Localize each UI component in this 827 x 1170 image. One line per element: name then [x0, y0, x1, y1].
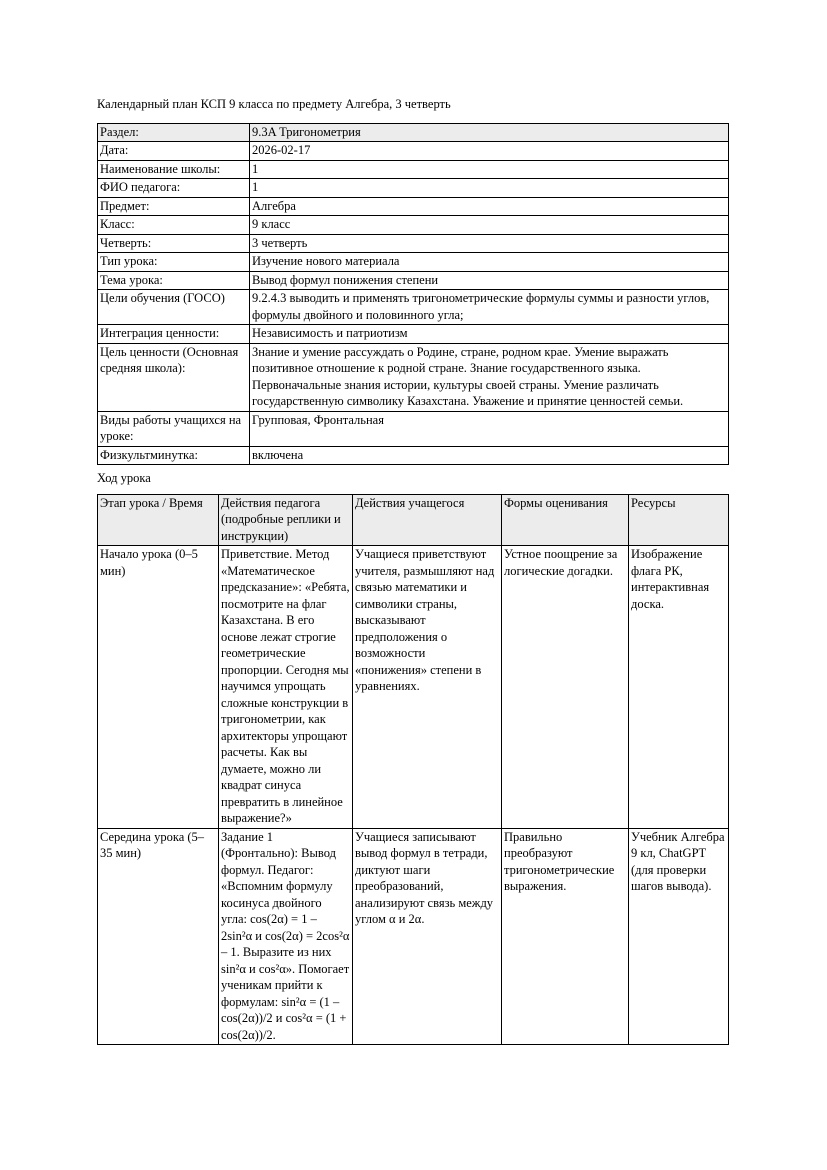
info-row-teacher-name [98, 179, 729, 198]
lesson-stage-cell: Середина урока (5–35 мин) [98, 828, 219, 1045]
info-value: Вывод формул понижения степени [250, 271, 729, 290]
info-label: Тема урока: [98, 271, 250, 290]
info-value: 2026-02-17 [250, 142, 729, 161]
lesson-info-table [97, 123, 729, 466]
info-row-lesson-type [98, 253, 729, 272]
info-value: 1 [250, 179, 729, 198]
info-value: 9.2.4.3 выводить и применять тригонометрические формулы суммы и разности углов, формулы двойного и половинного угла; [250, 290, 729, 325]
info-label: Тип урока: [98, 253, 250, 272]
header-student-actions: Действия учащегося [353, 494, 502, 546]
lesson-student-cell: Учащиеся записывают вывод формул в тетради, диктуют шаги преобразований, анализируют связь между углом α и 2α. [353, 828, 502, 1045]
lesson-row-middle [98, 828, 729, 1045]
info-row-class [98, 216, 729, 235]
header-teacher-actions: Действия педагога (подробные реплики и инструкции) [219, 494, 353, 546]
header-stage-time: Этап урока / Время [98, 494, 219, 546]
info-label: Предмет: [98, 197, 250, 216]
info-value: включена [250, 446, 729, 465]
info-label: Физкультминутка: [98, 446, 250, 465]
lesson-student-cell: Учащиеся приветствуют учителя, размышляют над связью математики и символики страны, высказывают предположения о возможности «понижения» степени в уравнениях. [353, 546, 502, 829]
document-content [97, 96, 728, 1045]
info-label: Интеграция ценности: [98, 325, 250, 344]
lesson-assessment-cell: Правильно преобразуют тригонометрические выражения. [502, 828, 629, 1045]
info-value: Групповая, Фронтальная [250, 411, 729, 446]
lesson-teacher-cell: Задание 1 (Фронтально): Вывод формул. Педагог: «Вспомним формулу косинуса двойного угла: cos(2α) = 1 – 2sin²α и cos(2α) = 2cos²α – 1. Выразите из них sin²α и cos²α». Помогает ученикам прийти к формулам: sin²α = (1 – cos(2α))/2 и cos²α = (1 + cos(2α))/2. [219, 828, 353, 1045]
info-label: Раздел: [98, 123, 250, 142]
info-row-values-integration [98, 325, 729, 344]
lesson-assessment-cell: Устное поощрение за логические догадки. [502, 546, 629, 829]
lesson-table-header-row [98, 494, 729, 546]
info-label: Наименование школы: [98, 160, 250, 179]
header-assessment-forms: Формы оценивания [502, 494, 629, 546]
document-title: Календарный план КСП 9 класса по предмету Алгебра, 3 четверть [97, 97, 451, 111]
info-value: Изучение нового материала [250, 253, 729, 272]
info-value: 3 четверть [250, 234, 729, 253]
lesson-row-start [98, 546, 729, 829]
info-row-lesson-topic [98, 271, 729, 290]
lesson-course-heading: Ход урока [97, 471, 151, 485]
header-resources: Ресурсы [629, 494, 729, 546]
info-label: Цели обучения (ГОСО) [98, 290, 250, 325]
info-row-student-work-types [98, 411, 729, 446]
info-value: 9.3A Тригонометрия [250, 123, 729, 142]
info-row-subject [98, 197, 729, 216]
info-label: Дата: [98, 142, 250, 161]
info-row-learning-objectives [98, 290, 729, 325]
info-value: Знание и умение рассуждать о Родине, стране, родном крае. Умение выражать позитивное отношение к родной стране. Знание государственного языка. Первоначальные знания истории, культуры своей страны. Умение различать государственную символику Казахстана. Уважение и принятие ценностей семьи. [250, 343, 729, 411]
info-label: ФИО педагога: [98, 179, 250, 198]
lesson-stage-cell: Начало урока (0–5 мин) [98, 546, 219, 829]
info-row-school-name [98, 160, 729, 179]
info-label: Виды работы учащихся на уроке: [98, 411, 250, 446]
lesson-resources-cell: Учебник Алгебра 9 кл, ChatGPT (для проверки шагов вывода). [629, 828, 729, 1045]
info-row-section [98, 123, 729, 142]
info-value: 9 класс [250, 216, 729, 235]
info-value: Алгебра [250, 197, 729, 216]
lesson-stages-table [97, 494, 729, 1046]
info-row-physical-minute [98, 446, 729, 465]
lesson-teacher-cell: Приветствие. Метод «Математическое предсказание»: «Ребята, посмотрите на флаг Казахстана. В его основе лежат строгие геометрические пропорции. Сегодня мы научимся упрощать сложные конструкции в тригонометрии, как архитекторы упрощают расчеты. Как вы думаете, можно ли квадрат синуса превратить в линейное выражение?» [219, 546, 353, 829]
info-row-quarter [98, 234, 729, 253]
info-row-values-goal [98, 343, 729, 411]
info-label: Цель ценности (Основная средняя школа): [98, 343, 250, 411]
lesson-resources-cell: Изображение флага РК, интерактивная доска. [629, 546, 729, 829]
info-row-date [98, 142, 729, 161]
info-label: Класс: [98, 216, 250, 235]
info-value: 1 [250, 160, 729, 179]
info-value: Независимость и патриотизм [250, 325, 729, 344]
info-label: Четверть: [98, 234, 250, 253]
